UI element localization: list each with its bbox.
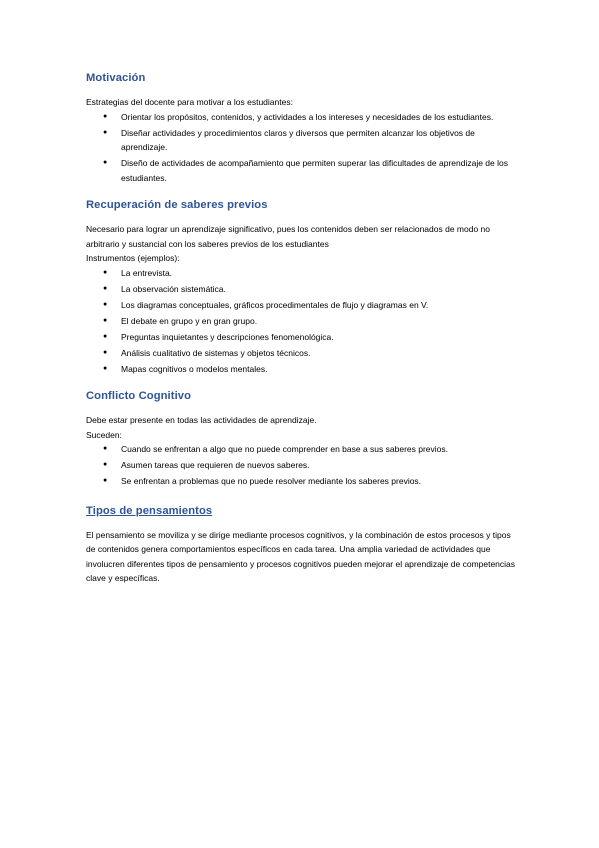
bullet-icon: ●	[103, 348, 108, 356]
list-item	[86, 362, 516, 377]
list-item-text: Diseño de actividades de acompañamiento que permiten superar las dificultades de aprendizaje de los estudiantes.	[121, 158, 508, 183]
bullet-icon: ●	[103, 445, 108, 452]
list-item	[86, 442, 516, 457]
list-item	[86, 110, 516, 125]
bullet-icon: ●	[103, 300, 108, 308]
list-item-text: Mapas cognitivos o modelos mentales.	[121, 363, 268, 374]
bullet-icon: ●	[103, 128, 108, 136]
list-item	[86, 126, 516, 155]
list-item	[86, 314, 516, 329]
section-heading: Tipos de pensamientos	[86, 504, 213, 517]
list-item-text: Los diagramas conceptuales, gráficos procedimentales de flujo y diagramas en V.	[121, 299, 429, 310]
list-item	[86, 298, 516, 313]
bullet-icon: ●	[103, 461, 108, 468]
section-subintro: Instrumentos (ejemplos):	[86, 253, 180, 263]
bullet-list	[86, 110, 516, 186]
bullet-list	[86, 266, 516, 377]
bullet-icon: ●	[103, 112, 108, 120]
section-intro: Debe estar presente en todas las actividades de aprendizaje.	[86, 415, 317, 425]
section-motivacion	[86, 70, 516, 185]
section-intro: Estrategias del docente para motivar a los estudiantes:	[86, 97, 293, 107]
list-item-text: Orientar los propósitos, contenidos, y actividades a los intereses y necesidades de los estudiantes.	[121, 111, 494, 122]
bullet-icon: ●	[103, 268, 108, 276]
section-heading: Motivación	[86, 72, 146, 84]
list-item	[86, 474, 516, 489]
list-item	[86, 330, 516, 345]
bullet-icon: ●	[103, 159, 108, 166]
list-item	[86, 458, 516, 473]
list-item	[86, 156, 516, 185]
section-conflicto	[86, 388, 516, 489]
list-item	[86, 266, 516, 281]
section-intro: Necesario para lograr un aprendizaje significativo, pues los contenidos deben ser relacionados de modo no arbitrario y sustancial con los saberes previos de los estudiantes	[86, 224, 490, 249]
bullet-icon: ●	[103, 477, 108, 484]
section-recuperacion	[86, 197, 516, 376]
section-tipos-pensamientos	[86, 503, 516, 586]
bullet-icon: ●	[103, 316, 108, 324]
list-item	[86, 282, 516, 297]
list-item-text: Se enfrentan a problemas que no puede resolver mediante los saberes previos.	[121, 476, 422, 486]
bullet-list	[86, 442, 516, 489]
list-item-text: La entrevista.	[121, 267, 173, 278]
document-content	[86, 70, 516, 586]
list-item-text: Análisis cualitativo de sistemas y objetos técnicos.	[121, 347, 311, 358]
bullet-icon: ●	[103, 364, 108, 372]
section-intro: El pensamiento se moviliza y se dirige mediante procesos cognitivos, y la combinación de estos procesos y tipos de contenidos genera comportamientos específicos en cada tarea. Una amplia variedad de actividades que involucren diferentes tipos de pensamiento y procesos cognitivos pueden mejorar el aprendizaje de competencias clave y específicas.	[86, 529, 516, 583]
list-item	[86, 346, 516, 361]
list-item-text: Diseñar actividades y procedimientos claros y diversos que permiten alcanzar los objetivos de aprendizaje.	[121, 127, 475, 152]
section-subintro: Suceden:	[86, 429, 122, 440]
section-heading: Recuperación de saberes previos	[86, 199, 268, 211]
section-heading: Conflicto Cognitivo	[86, 390, 192, 402]
list-item-text: Preguntas inquietantes y descripciones fenomenológica.	[121, 331, 334, 342]
list-item-text: El debate en grupo y en gran grupo.	[121, 315, 258, 326]
bullet-icon: ●	[103, 284, 108, 292]
bullet-icon: ●	[103, 332, 108, 340]
list-item-text: Cuando se enfrentan a algo que no puede comprender en base a sus saberes previos.	[121, 444, 449, 454]
list-item-text: Asumen tareas que requieren de nuevos saberes.	[121, 460, 310, 470]
list-item-text: La observación sistemática.	[121, 283, 226, 294]
